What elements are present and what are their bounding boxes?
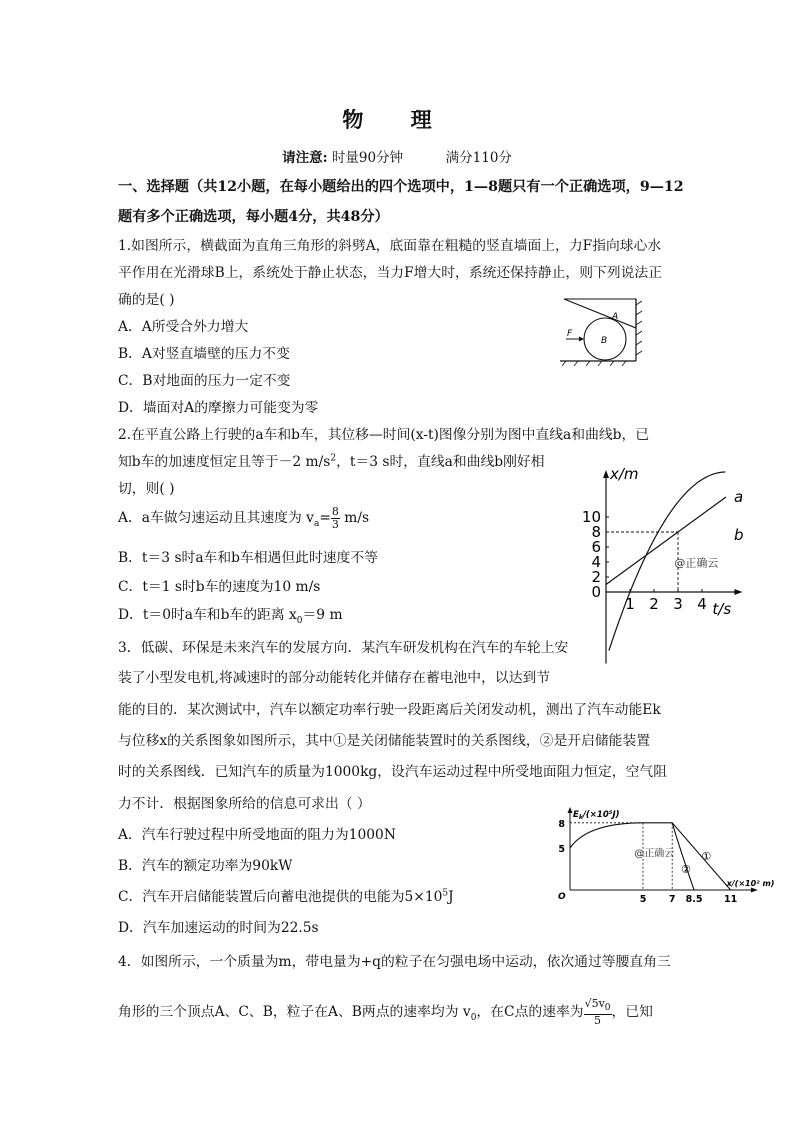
q2-stem-2: 知b车的加速度恒定且等于－2 $m/s^2$，t＝3 s时，直线a和曲线b刚好相 xyxy=(118,453,545,470)
notice-label: 请注意: xyxy=(282,150,328,166)
series-1-label: ① xyxy=(701,849,712,863)
q2-option-d: D．t＝0时a车和b车的距离 $x_0=9$ m xyxy=(118,607,343,626)
x-tick-label: 5 xyxy=(639,894,647,905)
exam-score: 满分110分 xyxy=(445,150,512,166)
q3-option-b: B．汽车的额定功率为90kW xyxy=(118,858,293,874)
x-axis-arrow xyxy=(734,589,742,595)
q3-stem-6: 力不计．根据图象所给的信息可求出（ ） xyxy=(118,796,371,812)
x-tick-label: 8.5 xyxy=(685,894,703,905)
q1-stem-3: 确的是( ) xyxy=(118,292,175,308)
watermark: @正确云 xyxy=(634,848,675,860)
x-tick-label: 1 xyxy=(625,595,635,613)
section-heading-cont: 题有多个正确选项，每小题4分，共48分） xyxy=(118,209,389,225)
ek-chart xyxy=(548,806,775,908)
y-tick-label: 2 xyxy=(591,568,601,586)
y-tick-label: 0 xyxy=(591,583,601,601)
q2-option-a: A．a车做匀速运动且其速度为 $v_a=$ $\frac{8}{3}$ m/s xyxy=(118,505,370,531)
q2-stem-3: 切，则( ) xyxy=(118,481,175,497)
q1-figure xyxy=(556,295,644,367)
series-2-label: ② xyxy=(680,863,691,877)
q1-option-a: A．A所受合外力增大 xyxy=(118,319,249,335)
fraction: $\frac{8}{3}$ xyxy=(331,505,339,531)
y-tick-label: 5 xyxy=(558,844,565,855)
q3-stem-2: 装了小型发电机,将减速时的部分动能转化并储存在蓄电池中，以达到节 xyxy=(118,670,551,686)
q2-stem-1: 2.在平直公路上行驶的a车和b车，其位移—时间(x-t)图像分别为图中直线a和曲线b，已 xyxy=(118,427,650,443)
exam-time: 时量90分钟 xyxy=(331,150,404,166)
q4-stem-1: 4．如图所示，一个质量为m，带电量为+q的粒子在匀强电场中运动，依次通过等腰直角三 xyxy=(118,954,671,970)
x-axis-label: x/(×10² m) xyxy=(726,879,775,888)
q2-option-b: B．t＝3 s时a车和b车相遇但此时速度不等 xyxy=(118,550,378,566)
label-a: A xyxy=(612,312,619,322)
page-title: 物 理 xyxy=(342,107,452,132)
label-b: B xyxy=(601,336,608,346)
q1-option-d: D．墙面对A的摩擦力可能变为零 xyxy=(118,400,319,416)
xt-chart xyxy=(581,462,784,686)
q4-stem-2: 角形的三个顶点A、C、B，粒子在A、B两点的速率均为 $v_0$，在C点的速率为 $\frac{√5v_0}{5}$ ，已知 xyxy=(118,997,653,1028)
q1-stem-2: 平作用在光滑球B上，系统处于静止状态，当力F增大时，系统还保持静止，则下列说法正 xyxy=(118,265,662,281)
x-tick-label: 4 xyxy=(697,595,707,613)
origin-label: O xyxy=(558,892,566,902)
q3-option-a: A．汽车行驶过程中所受地面的阻力为1000N xyxy=(118,827,396,843)
series-a-line xyxy=(606,497,726,585)
section-heading: 一、选择题（共12小题，在每小题给出的四个选项中，1—8题只有一个正确选项，9—12 xyxy=(118,179,684,195)
wedge-a xyxy=(564,299,636,328)
q3-stem-4: 与位移x的关系图象如图所示，其中①是关闭储能装置时的关系图线，②是开启储能装置 xyxy=(118,733,651,749)
q3-option-c: C．汽车开启储能装置后向蓄电池提供的电能为$5\times 10^5J$ xyxy=(118,888,454,905)
q3-stem-1: 3．低碳、环保是未来汽车的发展方向．某汽车研发机构在汽车的车轮上安 xyxy=(118,640,569,656)
q2-option-c: C．t＝1 s时b车的速度为10 m/s xyxy=(118,579,321,595)
x-axis-arrow xyxy=(751,888,758,893)
series-a-label: a xyxy=(734,487,744,506)
x-tick-label: 3 xyxy=(673,595,683,613)
q1-option-c: C．B对地面的压力一定不变 xyxy=(118,373,291,389)
y-tick-label: 10 xyxy=(581,508,601,526)
x-tick-label: 11 xyxy=(723,894,738,905)
series-b-label: b xyxy=(734,526,744,544)
q3-stem-5: 时的关系图线．已知汽车的质量为1000kg，设汽车运动过程中所受地面阻力恒定，空气阻 xyxy=(118,764,667,780)
q1-option-b: B．A对竖直墙壁的压力不变 xyxy=(118,346,290,362)
x-tick-label: 7 xyxy=(668,894,676,905)
exam-notice xyxy=(0,146,794,166)
y-tick-label: 6 xyxy=(591,538,601,556)
series-2-line xyxy=(672,823,694,890)
y-tick-label: 8 xyxy=(591,523,601,541)
x-axis-label: t/s xyxy=(712,600,732,618)
x-tick-label: 2 xyxy=(649,595,659,613)
q1-stem-1: 1.如图所示，横截面为直角三角形的斜劈A，底面靠在粗糙的竖直墙面上，力F指向球心水 xyxy=(118,238,662,254)
y-axis-arrow xyxy=(603,470,609,478)
fraction: $\frac{√5v_0}{5}$ xyxy=(584,997,611,1028)
q3-stem-3: 能的目的．某次测试中，汽车以额定功率行驶一段距离后关闭发动机，测出了汽车动能Ek xyxy=(118,702,661,718)
label-f: F xyxy=(567,329,573,339)
y-axis-arrow xyxy=(568,807,573,813)
y-tick-label: 8 xyxy=(558,818,565,830)
y-axis-label: x/m xyxy=(610,465,639,483)
q3-option-d: D．汽车加速运动的时间为22.5s xyxy=(118,920,319,936)
y-tick-label: 4 xyxy=(591,553,601,571)
watermark: @正确云 xyxy=(674,556,719,570)
y-axis-label: $E_k/(\times 10^5J)$ xyxy=(573,810,620,821)
